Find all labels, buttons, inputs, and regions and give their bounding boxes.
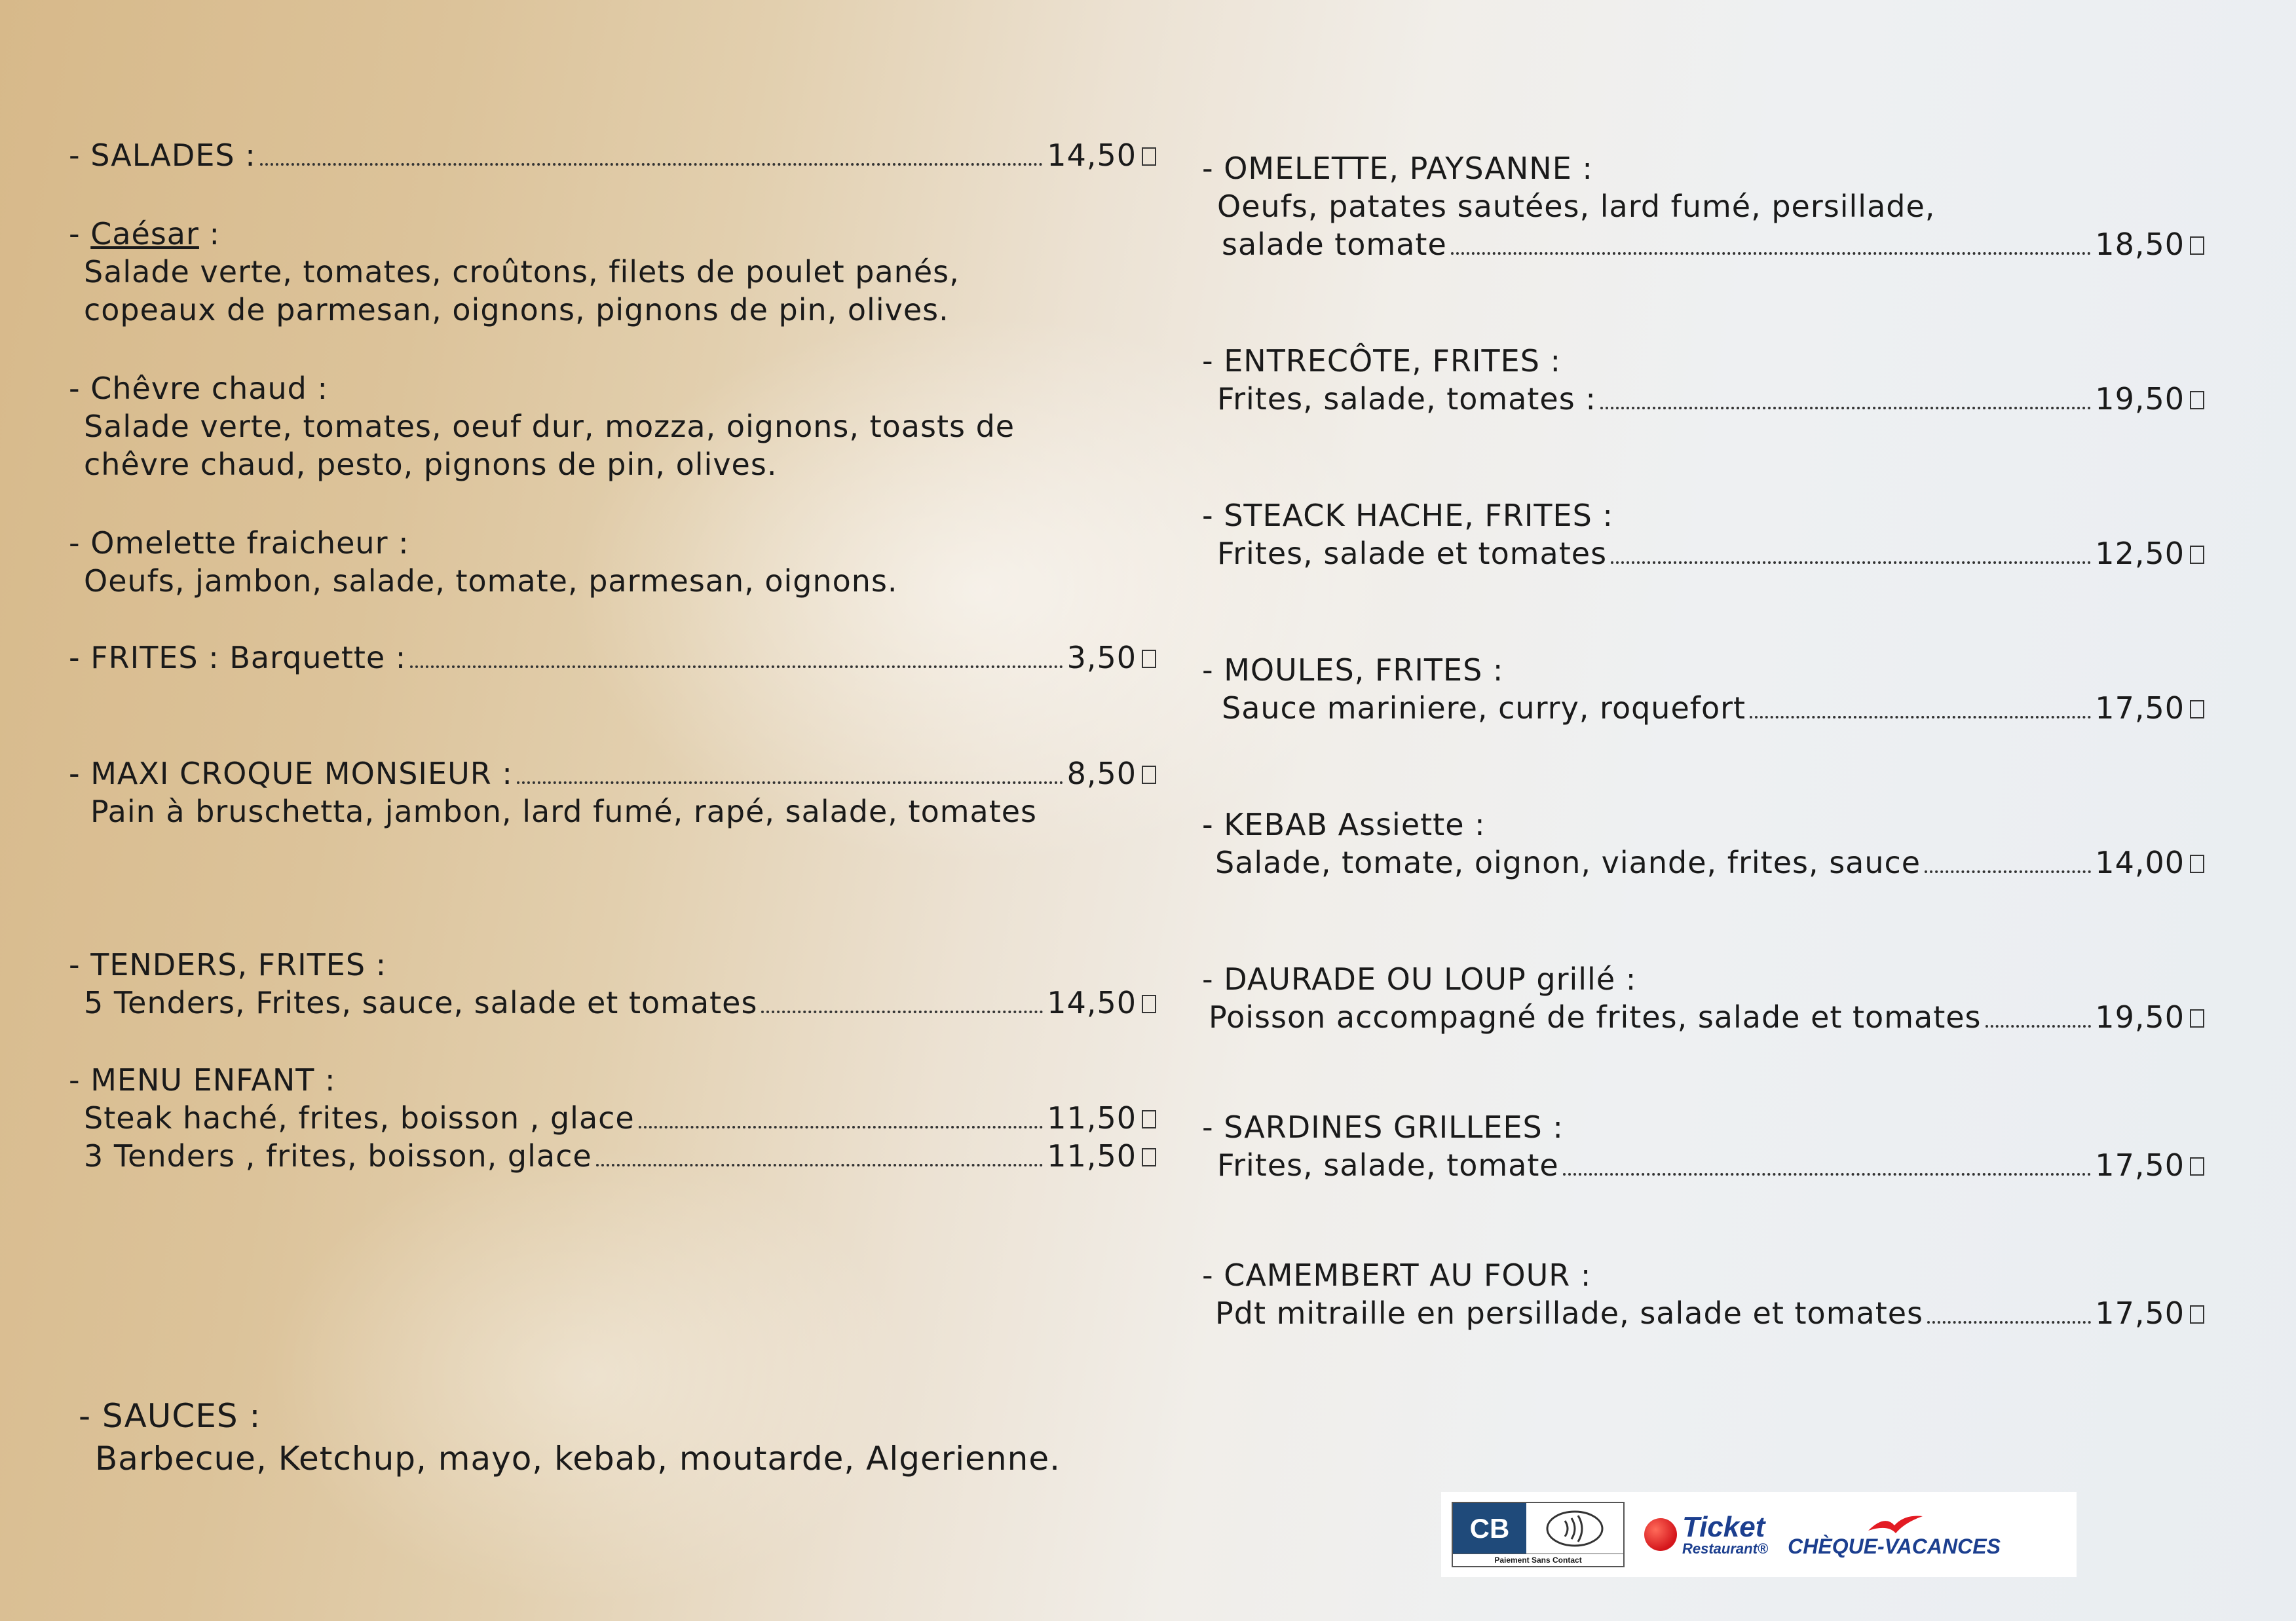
caesar-colon: : <box>198 216 221 252</box>
entrecote-price: 19,50 <box>2095 381 2185 417</box>
croque-desc: Pain à bruschetta, jambon, lard fumé, rapé, salade, tomates <box>90 794 1038 829</box>
dot-leader <box>517 781 1063 784</box>
frites-price: 3,50 <box>1066 640 1137 675</box>
sauces-list: Barbecue, Ketchup, mayo, kebab, moutarde, Algerienne. <box>95 1440 1061 1478</box>
cb-caption: Paiement Sans Contact <box>1453 1554 1623 1566</box>
tenders-label: 5 Tenders, Frites, sauce, salade et tomates <box>84 985 758 1020</box>
chevre-desc-1: Salade verte, tomates, oeuf dur, mozza, oignons, toasts de <box>84 409 1015 444</box>
dot-leader <box>1925 870 2091 873</box>
dot-leader <box>1927 1321 2091 1324</box>
moules-price: 17,50 <box>2095 690 2185 726</box>
tenders-price: 14,50 <box>1047 985 1137 1020</box>
camembert-row <box>1215 1294 2204 1332</box>
euro-icon <box>1142 995 1156 1013</box>
croque-label: - MAXI CROQUE MONSIEUR : <box>69 756 513 791</box>
dot-leader <box>1600 407 2091 409</box>
menu-enfant-price-1: 11,50 <box>1047 1100 1137 1136</box>
ticket-line-2: Restaurant® <box>1682 1540 1769 1557</box>
salades-price: 14,50 <box>1047 138 1137 173</box>
moules-label: Sauce mariniere, curry, roquefort <box>1222 690 1746 726</box>
kebab-row <box>1215 844 2204 882</box>
dot-leader <box>1563 1173 2092 1176</box>
euro-icon <box>2190 236 2204 255</box>
camembert-price: 17,50 <box>2095 1295 2185 1331</box>
menu-enfant-row-1 <box>84 1099 1156 1137</box>
chevre-title: - Chêvre chaud : <box>69 371 328 406</box>
entrecote-label: Frites, salade, tomates : <box>1217 381 1596 417</box>
entrecote-title: - ENTRECÔTE, FRITES : <box>1202 343 1562 379</box>
steack-label: Frites, salade et tomates <box>1217 536 1608 571</box>
steack-price: 12,50 <box>2095 536 2185 571</box>
dot-leader <box>761 1011 1043 1013</box>
menu-enfant-price-2: 11,50 <box>1047 1138 1137 1174</box>
camembert-title: - CAMEMBERT AU FOUR : <box>1202 1258 1592 1293</box>
menu-enfant-item-1: Steak haché, frites, boisson , glace <box>84 1100 635 1136</box>
omelette-paysanne-price: 18,50 <box>2095 227 2185 262</box>
euro-icon <box>2190 546 2204 564</box>
omelette-paysanne-row <box>1222 225 2204 263</box>
dot-leader <box>1985 1025 2092 1028</box>
euro-icon <box>2190 1305 2204 1324</box>
daurade-price: 19,50 <box>2095 999 2185 1035</box>
caesar-desc-1: Salade verte, tomates, croûtons, filets de poulet panés, <box>84 254 960 289</box>
euro-icon <box>1142 1110 1156 1128</box>
cheque-vacances-text: CHÈQUE-VACANCES <box>1788 1534 2001 1558</box>
kebab-price: 14,00 <box>2095 845 2185 880</box>
dot-leader <box>1451 252 2092 255</box>
daurade-label: Poisson accompagné de frites, salade et tomates <box>1209 999 1982 1035</box>
ticket-dot-icon <box>1644 1518 1677 1551</box>
caesar-title <box>69 215 220 253</box>
omelette-fraicheur-title: - Omelette fraicheur : <box>69 525 409 561</box>
salades-label: - SALADES : <box>69 138 256 173</box>
euro-icon <box>2190 391 2204 409</box>
caesar-name: Caésar <box>90 216 199 252</box>
euro-icon <box>1142 650 1156 668</box>
dot-leader <box>1611 561 2091 564</box>
sardines-row <box>1217 1146 2204 1184</box>
sauces-title: - SAUCES : <box>79 1397 261 1435</box>
cb-logo: CB <box>1453 1503 1526 1554</box>
dot-leader <box>1750 716 2091 718</box>
omelette-fraicheur-desc: Oeufs, jambon, salade, tomate, parmesan, oignons. <box>84 563 898 599</box>
sardines-label: Frites, salade, tomate <box>1217 1147 1559 1183</box>
dot-leader <box>596 1164 1044 1166</box>
contactless-icon <box>1526 1503 1623 1554</box>
salades-row <box>69 136 1156 174</box>
caesar-dash: - <box>69 216 91 252</box>
omelette-paysanne-title: - OMELETTE, PAYSANNE : <box>1202 151 1593 186</box>
euro-icon <box>1142 1148 1156 1166</box>
euro-icon <box>2190 1009 2204 1028</box>
dot-leader <box>639 1126 1044 1128</box>
frites-row <box>69 639 1156 677</box>
kebab-label: Salade, tomate, oignon, viande, frites, sauce <box>1215 845 1921 880</box>
cb-contactless-logo <box>1452 1502 1625 1567</box>
frites-label: - FRITES : Barquette : <box>69 640 407 675</box>
entrecote-row <box>1217 380 2204 418</box>
moules-row <box>1222 689 2204 727</box>
menu-enfant-title: - MENU ENFANT : <box>69 1062 336 1098</box>
omelette-paysanne-desc: Oeufs, patates sautées, lard fumé, persillade, <box>1217 189 1936 224</box>
sardines-title: - SARDINES GRILLEES : <box>1202 1109 1564 1145</box>
bird-icon <box>1865 1511 1924 1535</box>
menu-enfant-item-2: 3 Tenders , frites, boisson, glace <box>84 1138 592 1174</box>
payment-logos <box>1441 1492 2077 1577</box>
caesar-desc-2: copeaux de parmesan, oignons, pignons de pin, olives. <box>84 292 949 327</box>
ticket-line-1: Ticket <box>1682 1511 1765 1543</box>
camembert-label: Pdt mitraille en persillade, salade et tomates <box>1215 1295 1923 1331</box>
cheque-vacances-logo <box>1788 1511 2001 1559</box>
kebab-title: - KEBAB Assiette : <box>1202 807 1486 842</box>
euro-icon <box>2190 855 2204 873</box>
dot-leader <box>260 163 1044 166</box>
euro-icon <box>2190 700 2204 718</box>
dot-leader <box>410 665 1063 668</box>
croque-price: 8,50 <box>1066 756 1137 791</box>
ticket-restaurant-logo <box>1644 1513 1768 1556</box>
euro-icon <box>1142 147 1156 166</box>
menu-enfant-row-2 <box>84 1137 1156 1175</box>
croque-row <box>69 755 1156 792</box>
steack-title: - STEACK HACHE, FRITES : <box>1202 498 1613 533</box>
tenders-title: - TENDERS, FRITES : <box>69 947 387 982</box>
euro-icon <box>2190 1157 2204 1176</box>
sardines-price: 17,50 <box>2095 1147 2185 1183</box>
euro-icon <box>1142 766 1156 784</box>
omelette-paysanne-label: salade tomate <box>1222 227 1447 262</box>
moules-title: - MOULES, FRITES : <box>1202 652 1504 688</box>
daurade-row <box>1209 998 2204 1036</box>
steack-row <box>1217 534 2204 572</box>
daurade-title: - DAURADE OU LOUP grillé : <box>1202 961 1637 997</box>
chevre-desc-2: chêvre chaud, pesto, pignons de pin, olives. <box>84 447 778 482</box>
tenders-row <box>84 984 1156 1022</box>
